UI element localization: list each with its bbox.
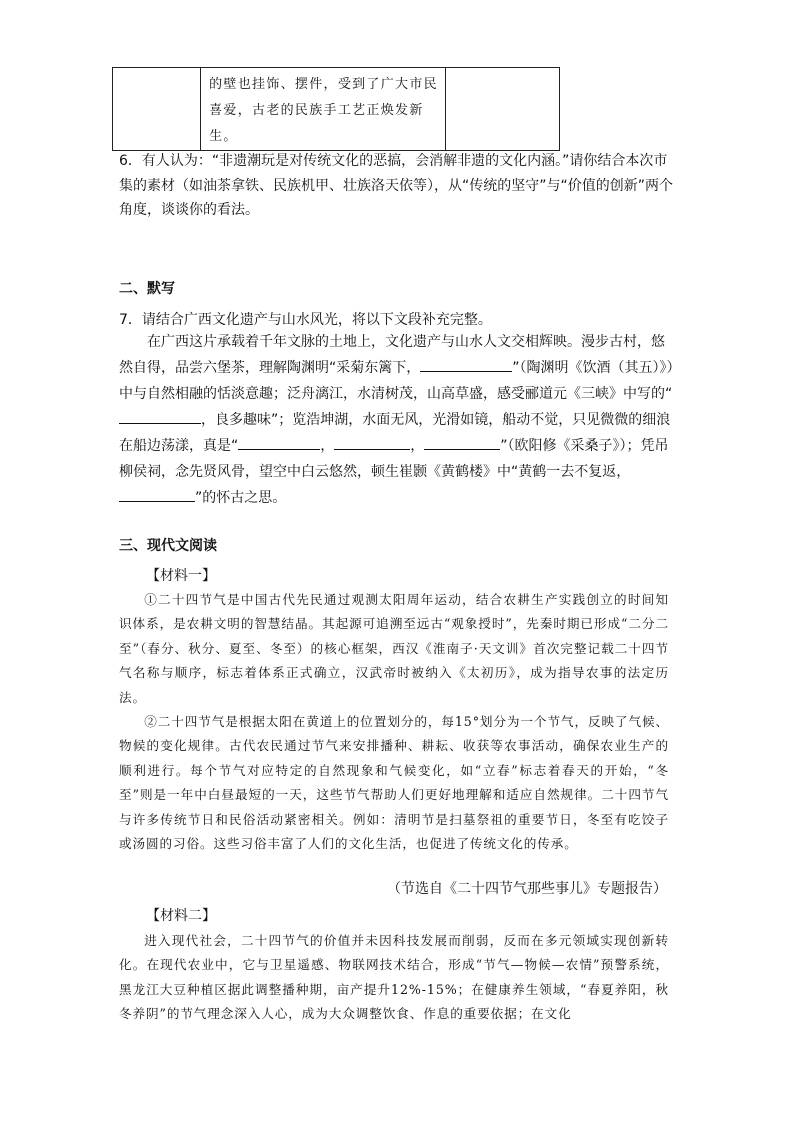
answer-blank-5[interactable] [424,434,500,450]
material-2-body [119,929,669,1027]
passage-seg-4: ， [320,438,335,454]
material-1-paragraph-2: ②二十四节气是根据太阳在黄道上的位置划分的，每15°划分为一个节气，反映了气候、物候的变化规律。古代农民通过节气来安排播种、耕耘、收获等农事活动，确保农业生产的顺利进行。每个节气对应特定的自然现象和气候变化，如“立春”标志着春天的开始，“冬至”则是一年中白昼最短的一天，这些节气帮助人们更好地理解和适应自然规律。二十四节气与许多传统节日和民俗活动紧密相关。例如：清明节是扫墓祭祖的重要节日，冬至有吃饺子或汤圆的习俗。这些习俗丰富了人们的文化生活，也促进了传统文化的传承。 [119,714,669,852]
table-cell-empty-left [113,68,201,151]
section-2-heading: 二、默写 [119,281,175,297]
answer-blank-3[interactable] [238,434,320,450]
passage-seg-6: ”（欧阳修《采桑子》）；凭吊柳侯祠，念先贤风骨，望空中白云悠然，顿生崔颢《黄鹤楼》中“黄鹤一去不复返， [119,438,669,480]
table-cell-text: 的壁也挂饰、摆件，受到了广大市民喜爱，古老的民族手工艺正焕发新生。 [209,77,438,144]
table-cell-empty-right [446,68,560,151]
passage-seg-2: ”（陶渊明《饮酒（其五）》）中与自然相融的恬淡意趣；泛舟漓江，水清树茂，山高草盛，感受郦道元《三峡》中写的“ [119,360,674,402]
passage-seg-3: ，良多趣味”；览浩坤湖，水面无风，光滑如镜，船动不觉，只见微微的细浪在船边荡漾，真是“ [119,412,671,454]
section-3-heading: 三、现代文阅读 [119,538,217,554]
material-2-label: 【材料二】 [146,908,216,924]
material-2-paragraph-1: 进入现代社会，二十四节气的价值并未因科技发展而削弱，反而在多元领域实现创新转化。在现代农业中，它与卫星遥感、物联网技术结合，形成“节气—物候—农情”预警系统，黑龙江大豆种植区据此调整播种期，亩产提升12%-15%；在健康养生领域，“春夏养阳，秋冬养阴”的节气理念深入人心，成为大众调整饮食、作息的重要依据；在文化 [119,933,669,1022]
material-1-body [119,588,669,856]
table-cell-description [201,68,446,151]
material-1-source: （节选自《二十四节气那些事儿》专题报告） [387,881,667,897]
passage-seg-1: 在广西这片承载着千年文脉的土地上，文化遗产与山水人文交相辉映。漫步古村，悠然自得，品尝六堡茶，理解陶渊明“采菊东篱下， [119,334,665,376]
question-6: 6．有人认为：“非遗潮玩是对传统文化的恶搞，会消解非遗的文化内涵。”请你结合本次市集的素材（如油茶拿铁、民族机甲、壮族洛天依等），从“传统的坚守”与“价值的创新”两个角度，谈谈你的看法。 [119,153,674,218]
answer-blank-4[interactable] [334,434,410,450]
material-1-paragraph-1: ①二十四节气是中国古代先民通过观测太阳周年运动，结合农耕生产实践创立的时间知识体系，是农耕文明的智慧结晶。其起源可追溯至远古“观象授时”，先秦时期已形成“二分二至”（春分、秋分、夏至、冬至）的核心框架，西汉《淮南子·天文训》首次完整记载二十四节气名称与顺序，标志着体系正式确立，汉武帝时被纳入《太初历》，成为指导农事的法定历法。 [119,592,669,705]
answer-blank-6[interactable] [119,486,195,502]
answer-blank-2[interactable] [119,408,201,424]
passage-seg-7: ”的怀古之思。 [195,490,287,506]
table-row [113,68,560,151]
material-1-label: 【材料一】 [146,568,216,584]
question-7-passage [119,329,675,511]
info-table [112,67,560,151]
answer-blank-1[interactable] [420,356,512,372]
passage-seg-5: ， [410,438,425,454]
question-7-title: 7．请结合广西文化遗产与山水风光，将以下文段补充完整。 [119,312,492,328]
